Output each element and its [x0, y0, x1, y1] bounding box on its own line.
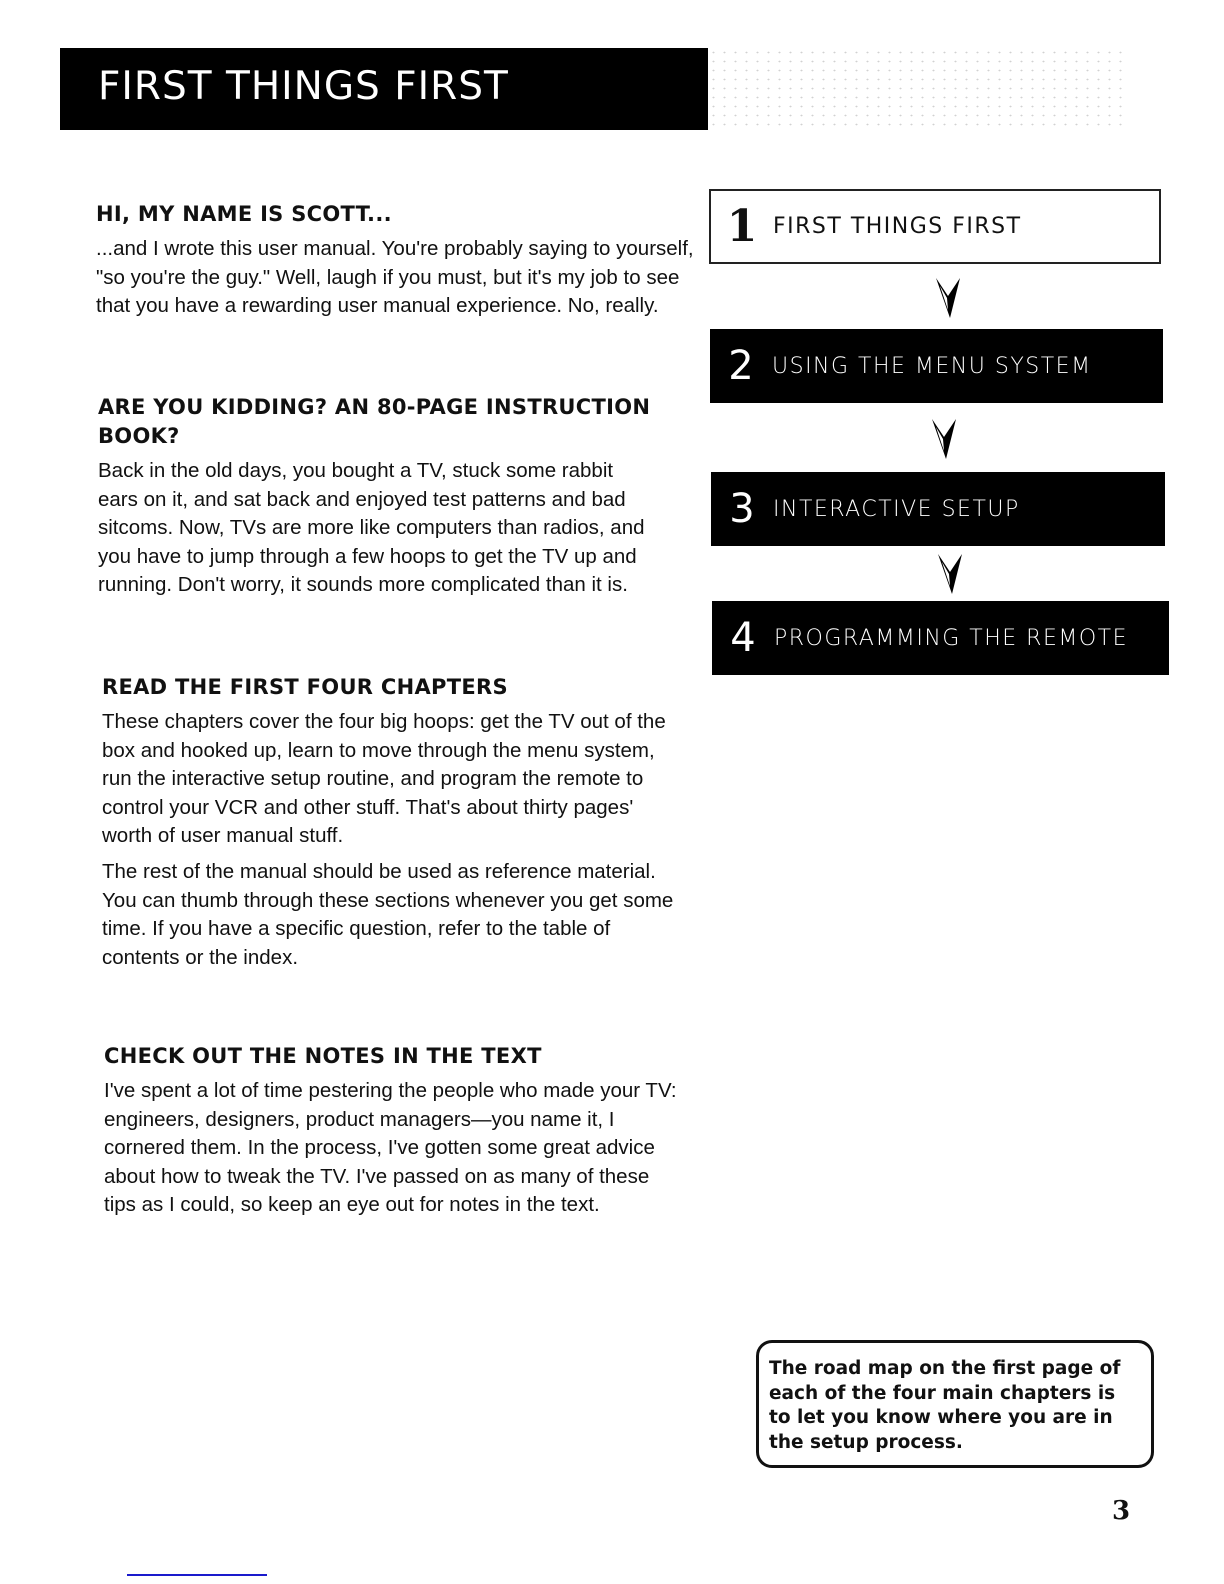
note-text: The road map on the first page of each of the four main chapters is to let you know where you are in the setup process.	[769, 1358, 1121, 1453]
section-first-four-chapters	[102, 673, 682, 979]
scan-noise	[708, 48, 1128, 130]
section-instruction-book	[98, 393, 658, 607]
roadmap-step-3	[711, 472, 1165, 546]
step-number: 4	[730, 615, 756, 661]
step-number: 2	[728, 343, 754, 389]
section-paragraph: The rest of the manual should be used as reference material. You can thumb through these sections whenever you get some time. If you have a specific question, refer to the table of contents or the index.	[102, 859, 674, 969]
down-arrow-icon	[930, 417, 958, 461]
down-arrow-icon	[936, 552, 964, 596]
section-heading: READ THE FIRST FOUR CHAPTERS	[102, 675, 508, 699]
section-heading: ARE YOU KIDDING? AN 80-PAGE INSTRUCTION BOOK?	[98, 395, 651, 448]
step-label: FIRST THINGS FIRST	[773, 214, 1022, 239]
roadmap-step-1	[709, 189, 1161, 264]
step-number: 3	[729, 486, 755, 532]
roadmap-step-4	[712, 601, 1169, 675]
section-paragraph: ...and I wrote this user manual. You're probably saying to yourself, "so you're the guy." Well, laugh if you must, but it's my job to see that you have a rewarding user manual experience. No, really.	[96, 237, 694, 318]
section-intro	[96, 200, 696, 328]
section-notes	[104, 1042, 684, 1227]
page-number: 3	[1112, 1496, 1131, 1526]
section-paragraph: These chapters cover the four big hoops: get the TV out of the box and hooked up, learn to move through the menu system, run the interactive setup routine, and program the remote to control your VCR and other stuff. That's about thirty pages' worth of user manual stuff.	[102, 710, 666, 848]
chapter-title-bar	[60, 48, 708, 130]
step-label: USING THE MENU SYSTEM	[772, 353, 1092, 379]
roadmap-step-2	[710, 329, 1163, 403]
step-label: INTERACTIVE SETUP	[773, 496, 1020, 522]
section-heading: CHECK OUT THE NOTES IN THE TEXT	[104, 1044, 542, 1068]
road-map-note	[756, 1340, 1154, 1468]
section-heading: HI, MY NAME IS SCOTT...	[96, 202, 392, 226]
step-number: 1	[726, 201, 758, 252]
section-paragraph: I've spent a lot of time pestering the people who made your TV: engineers, designers, product managers—you name it, I cornered them. In the process, I've gotten some great advice about how to tweak the TV. I've passed on as many of these tips as I could, so keep an eye out for notes in the text.	[104, 1079, 677, 1217]
section-paragraph: Back in the old days, you bought a TV, stuck some rabbit ears on it, and sat back and enjoyed test patterns and bad sitcoms. Now, TVs are more like computers than radios, and you have to jump through a few hoops to get the TV up and running. Don't worry, it sounds more complicated than it is.	[98, 459, 645, 597]
chapter-title: FIRST THINGS FIRST	[98, 64, 509, 109]
step-label: PROGRAMMING THE REMOTE	[774, 625, 1129, 651]
scan-artifact-line	[127, 1574, 267, 1576]
down-arrow-icon	[934, 276, 962, 320]
